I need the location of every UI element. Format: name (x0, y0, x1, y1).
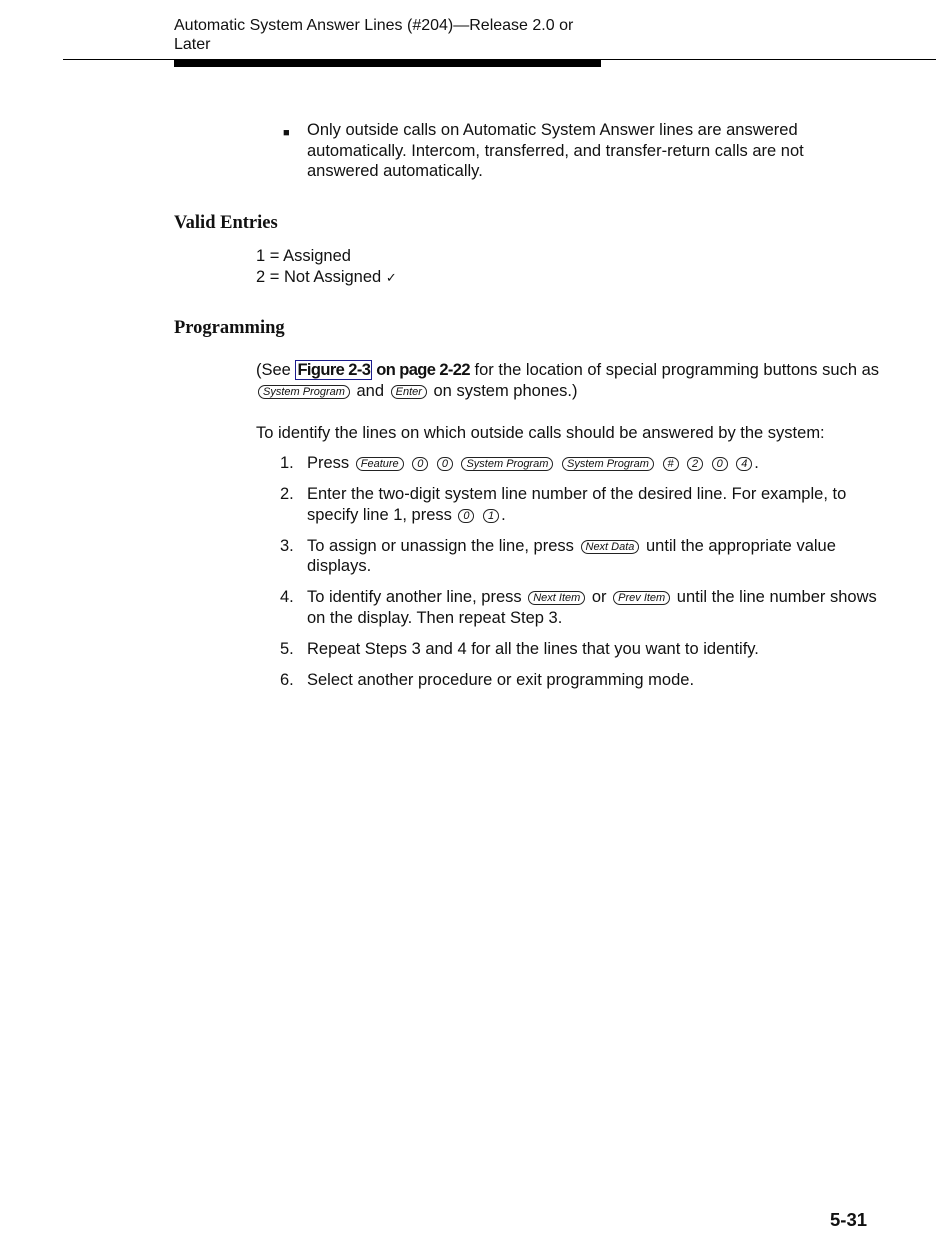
entry-not-assigned (256, 267, 397, 289)
next-data-key: Next Data (581, 540, 640, 554)
step-4 (280, 587, 880, 628)
step-text-end: until the line number shows on the display. Then repeat Step 3. (307, 588, 877, 627)
digit-0-key: 0 (712, 457, 728, 471)
step-5 (280, 639, 880, 660)
valid-entries-heading: Valid Entries (174, 213, 278, 233)
procedure-steps (280, 453, 880, 701)
step-text: Repeat Steps 3 and 4 for all the lines that you want to identify. (307, 639, 759, 658)
step-number: 6. (280, 670, 294, 689)
entry-not-assigned-label: 2 = Not Assigned (256, 267, 382, 286)
step-text: Select another procedure or exit programming mode. (307, 670, 695, 689)
next-item-key: Next Item (528, 591, 585, 605)
prev-item-key: Prev Item (613, 591, 670, 605)
digit-0-key: 0 (412, 457, 428, 471)
system-program-key: System Program (258, 385, 350, 399)
feature-key: Feature (356, 457, 404, 471)
step-text: Enter the two-digit system line number of the desired line. For example, to specify line 1, press (307, 485, 847, 524)
step-6 (280, 670, 880, 691)
step-number: 3. (280, 536, 294, 555)
see-figure-paragraph (256, 360, 881, 401)
square-bullet-icon: ■ (283, 127, 290, 139)
valid-entries-list (256, 246, 397, 288)
digit-2-key: 2 (687, 457, 703, 471)
step-number: 4. (280, 588, 294, 606)
figure-xref-link[interactable]: Figure 2-3 (297, 361, 371, 379)
step-text-end: . (754, 454, 759, 472)
step-number: 5. (280, 639, 294, 658)
step-1 (280, 453, 880, 474)
see-suffix: on system phones.) (428, 381, 578, 400)
step-text-end: until the appropriate value displays. (307, 536, 836, 575)
page-xref: on page 2-22 (372, 361, 470, 379)
note-text: Only outside calls on Automatic System Answer lines are answered automatically. Intercom, transferred, and transfer-return calls are not answered automatically. (307, 121, 804, 180)
step-number: 2. (280, 485, 294, 503)
hash-key: # (663, 457, 679, 471)
see-and: and (351, 381, 389, 400)
digit-1-key: 1 (483, 509, 499, 523)
step-text-end: . (501, 505, 506, 524)
see-middle: for the location of special programming buttons such as (469, 361, 880, 379)
step-3 (280, 536, 880, 577)
step-text: Press (307, 454, 354, 472)
entry-assigned: 1 = Assigned (256, 247, 351, 265)
system-program-key: System Program (461, 457, 553, 471)
step-text: To assign or unassign the line, press (307, 536, 579, 555)
default-check-icon: ✓ (385, 269, 397, 285)
step-number: 1. (280, 454, 294, 472)
digit-0-key: 0 (437, 457, 453, 471)
system-program-key: System Program (562, 457, 654, 471)
procedure-intro: To identify the lines on which outside calls should be answered by the system: (256, 424, 825, 442)
header-bar (174, 59, 601, 67)
step-text: To identify another line, press (307, 588, 527, 606)
page-number: 5-31 (830, 1209, 868, 1230)
digit-4-key: 4 (736, 457, 752, 471)
enter-key: Enter (391, 385, 427, 399)
step-2 (280, 484, 880, 525)
note-bullet (283, 120, 843, 182)
running-head: Automatic System Answer Lines (#204)—Release 2.0 or Later (174, 17, 574, 53)
step-text-middle: or (587, 588, 612, 606)
programming-heading: Programming (174, 318, 285, 338)
see-prefix: (See (256, 361, 296, 379)
digit-0-key: 0 (458, 509, 474, 523)
